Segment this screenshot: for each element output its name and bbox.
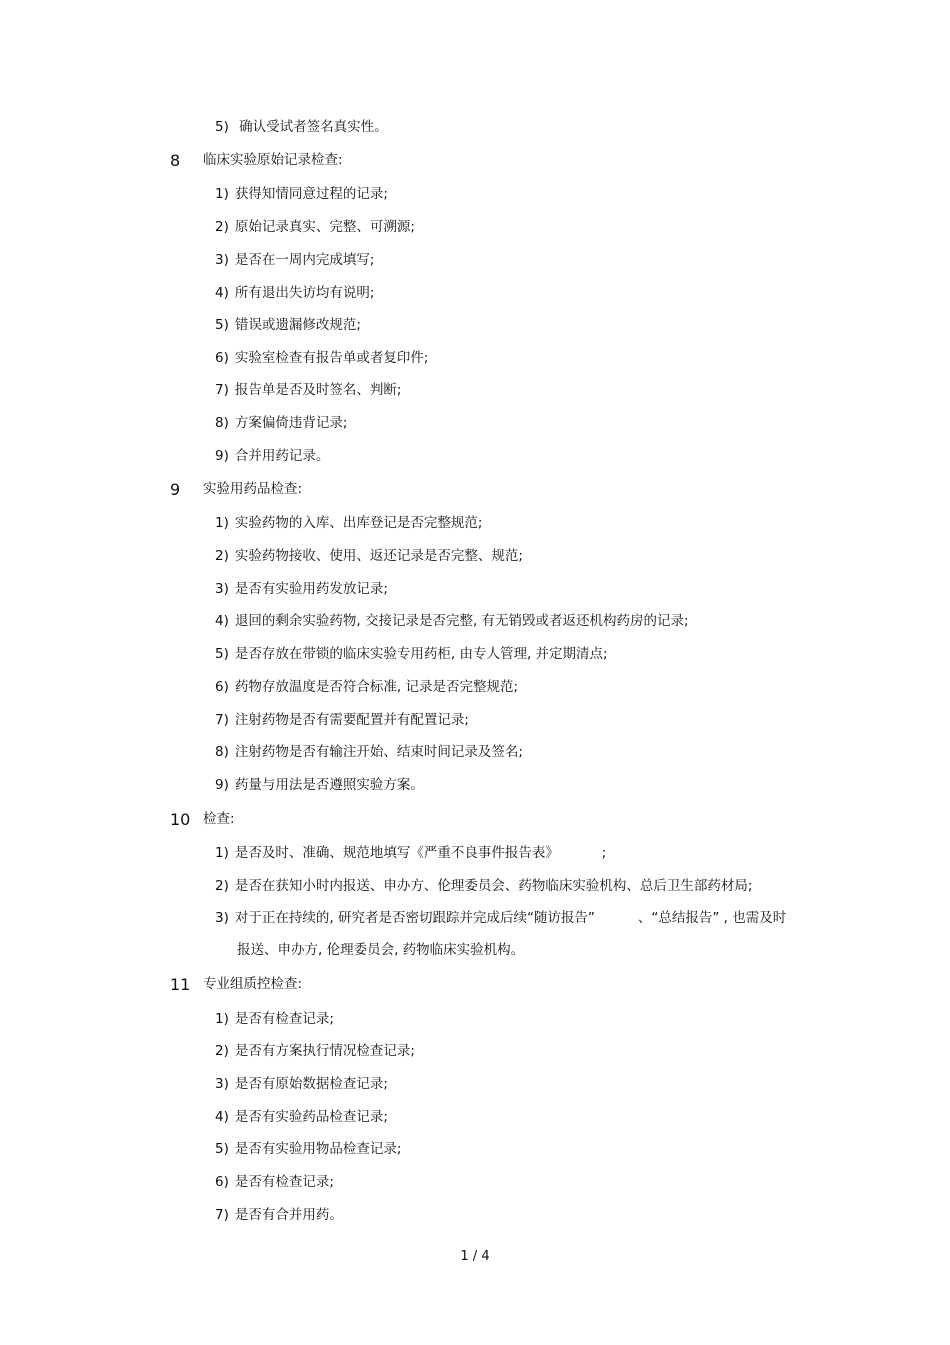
section-number: 8 (170, 151, 181, 170)
item-text: 实验药物的入库、出库登记是否完整规范; (234, 515, 483, 531)
item-text: 是否有实验药品检查记录; (234, 1109, 388, 1125)
item-number: 2) (215, 1043, 229, 1059)
item-number: 4) (215, 285, 229, 301)
list-item (215, 316, 361, 334)
section-number: 9 (170, 480, 181, 499)
list-item (215, 678, 518, 696)
section-title: 实验用药品检查: (203, 481, 303, 497)
item-text: 是否有实验用药发放记录; (234, 581, 388, 597)
list-item (215, 514, 482, 532)
list-item (215, 1108, 388, 1126)
list-item (215, 251, 374, 269)
list-item (215, 743, 523, 761)
item-text: 合并用药记录。 (234, 448, 330, 464)
list-item (215, 185, 388, 203)
item-number: 1) (215, 515, 229, 531)
item-text: 注射药物是否有输注开始、结束时间记录及签名; (234, 744, 523, 760)
item-number: 2) (215, 219, 229, 235)
item-number: 9) (215, 448, 229, 464)
item-number: 2) (215, 878, 229, 894)
section-title: 临床实验原始记录检查: (203, 152, 343, 168)
item-number: 2) (215, 548, 229, 564)
item-number: 4) (215, 613, 229, 629)
item-text: 实验药物接收、使用、返还记录是否完整、规范; (234, 548, 523, 564)
item-number: 3) (215, 581, 229, 597)
item-number: 3) (215, 910, 229, 926)
item-number: 8) (215, 744, 229, 760)
list-item (215, 349, 428, 367)
item-number: 7) (215, 382, 229, 398)
item-text: 是否及时、准确、规范地填写《严重不良事件报告表》 ; (234, 845, 607, 861)
item-text: 退回的剩余实验药物, 交接记录是否完整, 有无销毁或者返还机构药房的记录; (234, 613, 689, 629)
list-item (215, 1206, 343, 1224)
item-number: 5) (215, 646, 229, 662)
list-item (215, 284, 374, 302)
section-title: 检查: (203, 811, 235, 827)
list-item-continuation: 报送、申办方, 伦理委员会, 药物临床实验机构。 (237, 942, 525, 958)
list-item (215, 1140, 401, 1158)
list-item (215, 1010, 334, 1028)
item-number: 3) (215, 252, 229, 268)
section-number: 10 (170, 810, 191, 829)
item-text: 注射药物是否有需要配置并有配置记录; (234, 712, 469, 728)
list-item (215, 776, 424, 794)
item-text: 是否有方案执行情况检查记录; (234, 1043, 415, 1059)
list-item (215, 645, 608, 663)
list-item (215, 447, 329, 465)
item-number: 3) (215, 1076, 229, 1092)
item-text: 错误或遗漏修改规范; (234, 317, 361, 333)
item-text: 所有退出失访均有说明; (234, 285, 375, 301)
item-number: 1) (215, 845, 229, 861)
list-item (215, 547, 523, 565)
section-title: 专业组质控检查: (203, 976, 303, 992)
list-item (215, 612, 689, 630)
item-number: 7) (215, 712, 229, 728)
item-number: 5) (215, 119, 229, 135)
item-number: 8) (215, 415, 229, 431)
item-text: 对于正在持续的, 研究者是否密切跟踪并完成后续“随访报告” 、“总结报告” , 也需及时 (234, 910, 787, 926)
list-item (215, 414, 347, 432)
item-number: 5) (215, 1141, 229, 1157)
item-number: 6) (215, 350, 229, 366)
item-text: 获得知情同意过程的记录; (234, 186, 388, 202)
list-item (215, 218, 415, 236)
page-number: 1 / 4 (460, 1249, 490, 1264)
item-text: 报告单是否及时签名、判断; (234, 382, 402, 398)
section-number: 11 (170, 975, 191, 994)
item-text: 是否有原始数据检查记录; (234, 1076, 388, 1092)
item-text: 药量与用法是否遵照实验方案。 (234, 777, 424, 793)
item-number: 4) (215, 1109, 229, 1125)
item-text: 是否在一周内完成填写; (234, 252, 375, 268)
item-text: 是否有检查记录; (234, 1011, 334, 1027)
item-text: 是否在获知小时内报送、申办方、伦理委员会、药物临床实验机构、总后卫生部药材局; (234, 878, 753, 894)
item-text: 是否有合并用药。 (234, 1207, 343, 1223)
item-number: 1) (215, 1011, 229, 1027)
list-item (215, 909, 786, 927)
item-text: 是否存放在带锁的临床实验专用药柜, 由专人管理, 并定期清点; (234, 646, 608, 662)
list-item (215, 1042, 415, 1060)
item-number: 6) (215, 1174, 229, 1190)
list-item (215, 1173, 334, 1191)
item-number: 1) (215, 186, 229, 202)
item-text: 实验室检查有报告单或者复印件; (234, 350, 429, 366)
list-item (215, 580, 388, 598)
list-item (215, 1075, 388, 1093)
item-text: 原始记录真实、完整、可溯源; (234, 219, 415, 235)
list-item (215, 877, 752, 895)
item-text: 是否有检查记录; (234, 1174, 334, 1190)
item-number: 7) (215, 1207, 229, 1223)
item-number: 6) (215, 679, 229, 695)
item-text: 是否有实验用物品检查记录; (234, 1141, 402, 1157)
list-item (215, 118, 388, 136)
list-item (215, 711, 469, 729)
list-item (215, 844, 606, 862)
list-item (215, 381, 401, 399)
item-number: 9) (215, 777, 229, 793)
item-text: 方案偏倚违背记录; (234, 415, 348, 431)
item-text: 确认受试者签名真实性。 (239, 119, 388, 135)
item-number: 5) (215, 317, 229, 333)
item-text: 药物存放温度是否符合标准, 记录是否完整规范; (234, 679, 518, 695)
